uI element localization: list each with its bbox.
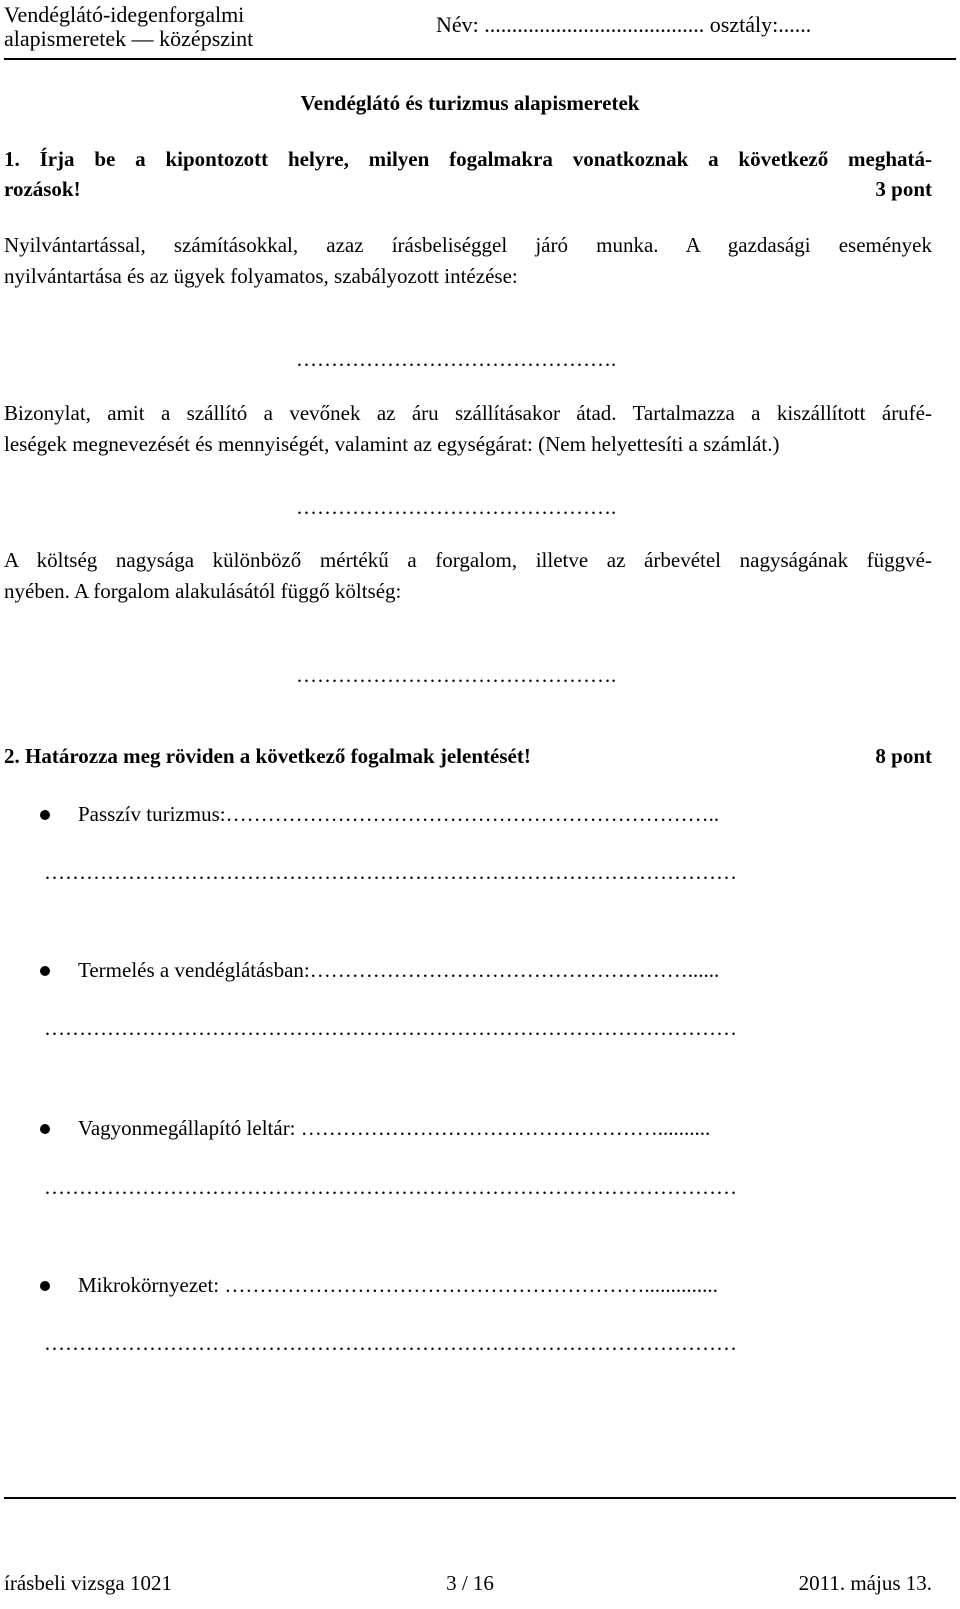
- header-rule: [4, 58, 956, 60]
- bullet-icon: [40, 1281, 50, 1291]
- task2-item4-label[interactable]: Mikrokörnyezet: ……………………………………………………..............: [78, 1273, 718, 1297]
- task2-points: 8 pont: [875, 744, 932, 768]
- header-student-info: Név: ........................................ osztály:......: [436, 12, 812, 37]
- task2-item2-answer-line[interactable]: ………………………………………………………………………………………: [44, 1016, 737, 1040]
- bullet-icon: [40, 966, 50, 976]
- section-title: Vendéglátó és turizmus alapismeretek: [300, 91, 640, 115]
- task1-item1-answer[interactable]: ……………………………………….: [296, 347, 617, 371]
- task2-item2-label[interactable]: Termelés a vendéglátásban:………………………………………………......: [78, 958, 720, 982]
- task2-item1-answer-line[interactable]: ………………………………………………………………………………………: [44, 860, 737, 884]
- task2-question: 2. Határozza meg röviden a következő fogalmak jelentését!: [4, 744, 531, 768]
- bullet-icon: [40, 810, 50, 820]
- task1-item2-line1: Bizonylat, amit a szállító a vevőnek az áru szállításakor átad. Tartalmazza a kiszállított árufé-: [4, 401, 932, 425]
- task1-question-line1: 1. Írja be a kipontozott helyre, milyen fogalmakra vonatkoznak a következő meghatá-: [4, 147, 932, 171]
- task1-item2-answer[interactable]: ……………………………………….: [296, 495, 617, 519]
- header-subject-line1: Vendéglátó-idegenforgalmi: [4, 2, 245, 27]
- task1-item1-line1: Nyilvántartással, számításokkal, azaz írásbeliséggel járó munka. A gazdasági események: [4, 233, 932, 257]
- task2-item1-label[interactable]: Passzív turizmus:……………………………………………………………..: [78, 802, 720, 826]
- task1-question-line2: rozások!: [4, 177, 81, 201]
- bullet-icon: [40, 1124, 50, 1134]
- footer-date: 2011. május 13.: [798, 1571, 932, 1595]
- task1-item3-line1: A költség nagysága különböző mértékű a forgalom, illetve az árbevétel nagyságának függvé-: [4, 548, 932, 572]
- footer-rule: [4, 1497, 956, 1499]
- task1-points: 3 pont: [875, 177, 932, 201]
- task2-item3-answer-line[interactable]: ………………………………………………………………………………………: [44, 1175, 737, 1199]
- task1-item2-line2: leségek megnevezését és mennyiségét, valamint az egységárat: (Nem helyettesíti a számlát.): [4, 432, 780, 456]
- task1-item3-answer[interactable]: ……………………………………….: [296, 663, 617, 687]
- task1-item1-line2: nyilvántartása és az ügyek folyamatos, szabályozott intézése:: [4, 264, 518, 288]
- footer-page-number: 3 / 16: [446, 1571, 494, 1595]
- header-subject-line2: alapismeretek — középszint: [4, 26, 254, 51]
- task2-item4-answer-line[interactable]: ………………………………………………………………………………………: [44, 1331, 737, 1355]
- task1-item3-line2: nyében. A forgalom alakulásától függő költség:: [4, 579, 402, 603]
- task2-item3-label[interactable]: Vagyonmegállapító leltár: ……………………………………………..........: [78, 1116, 711, 1140]
- footer-exam: írásbeli vizsga 1021: [4, 1571, 172, 1595]
